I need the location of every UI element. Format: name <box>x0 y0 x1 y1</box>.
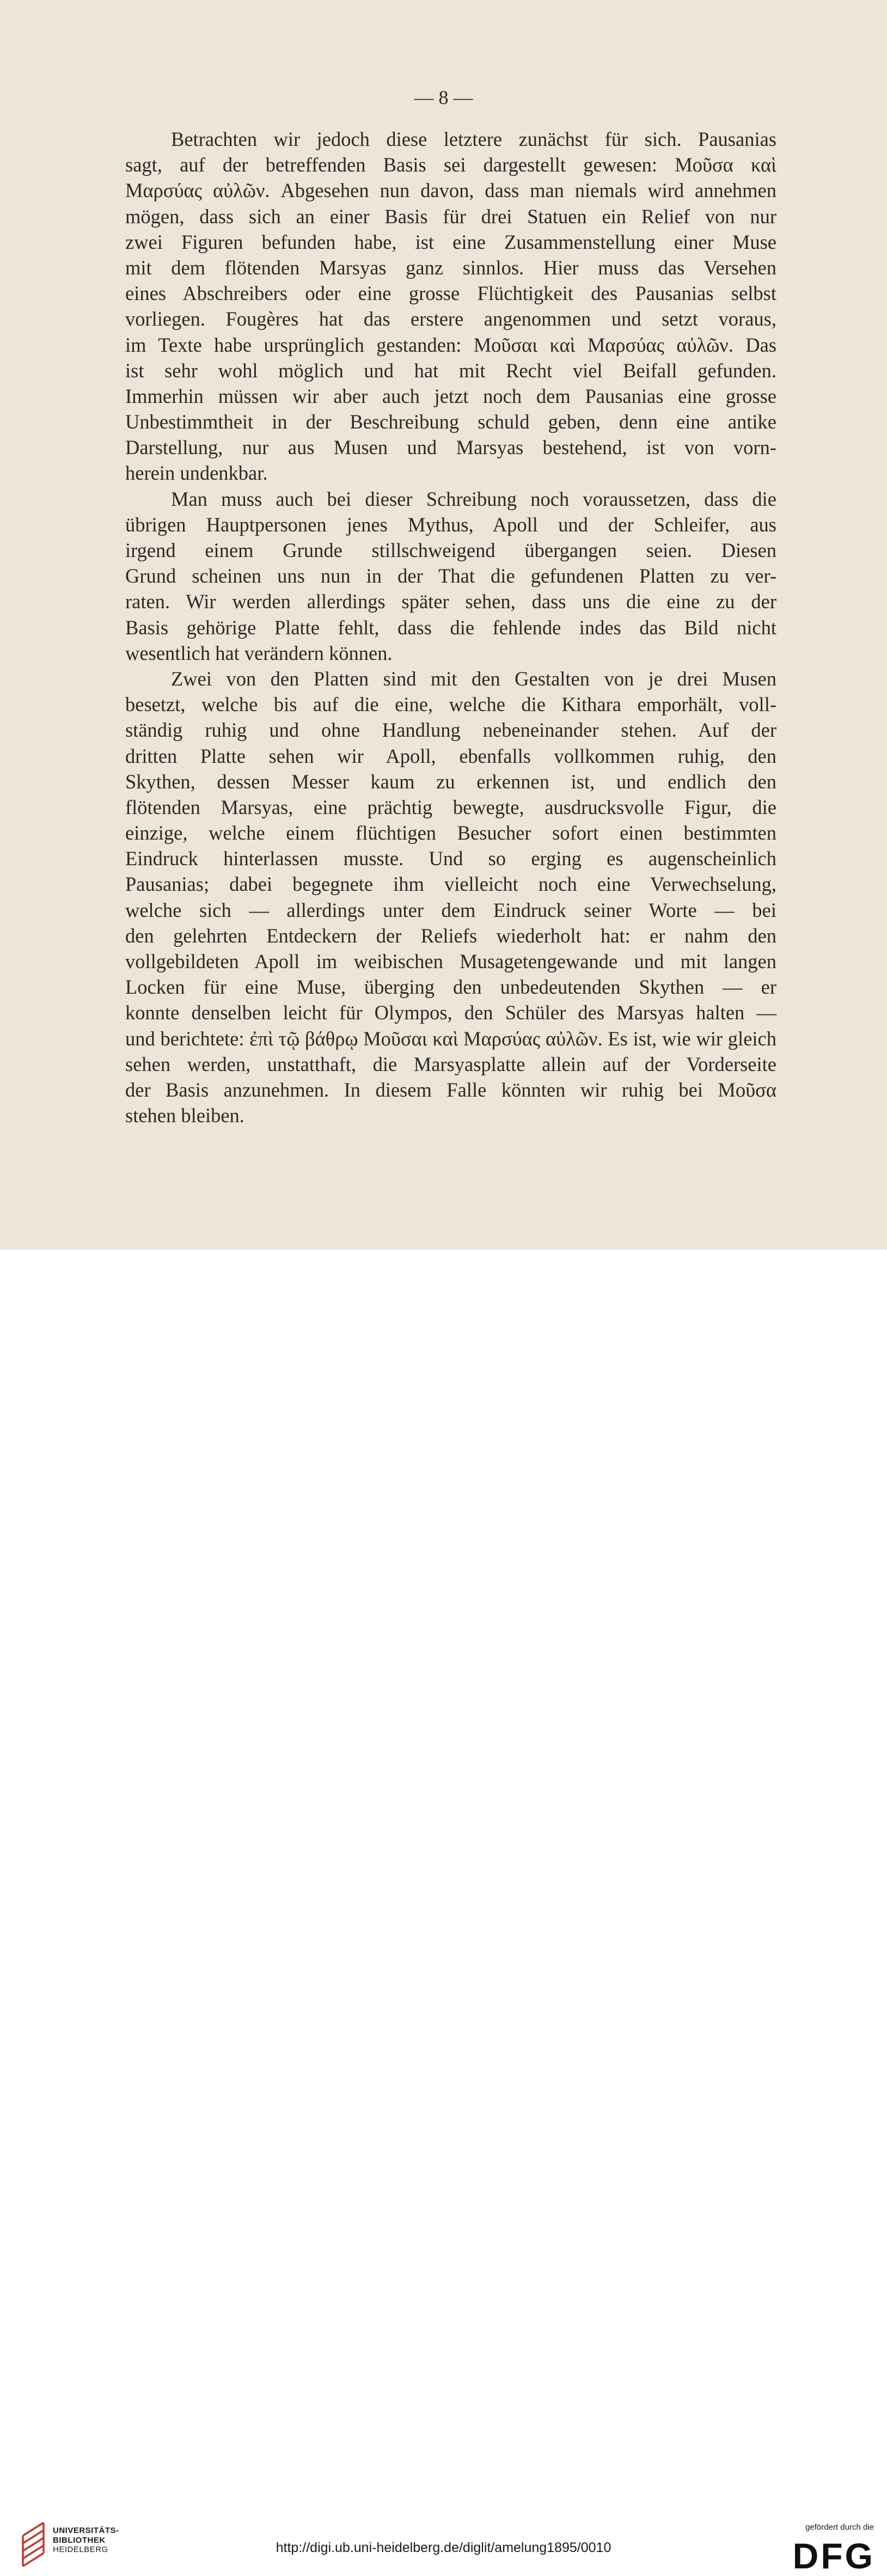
library-name-line-3: HEIDELBERG <box>53 2545 108 2554</box>
text-line: eines Abschreibers oder eine grosse Flüchtigkeit des Pausanias selbst <box>125 282 776 305</box>
text-line: im Texte habe ursprünglich gestanden: Μοῦσαι καὶ Μαρσύας αὐλῶν. Das <box>125 333 776 356</box>
text-line: Skythen, dessen Messer kaum zu erkennen ist, und endlich den <box>125 770 776 793</box>
library-name-line-1: UNIVERSITÄTS- <box>53 2526 119 2535</box>
text-line: mögen, dass sich an einer Basis für drei Statuen ein Relief von nur <box>125 205 776 228</box>
body-text <box>125 126 776 1128</box>
text-line: besetzt, welche bis auf die eine, welche die Kithara emporhält, voll- <box>125 693 776 716</box>
text-line: ständig ruhig und ohne Handlung nebeneinander stehen. Auf der <box>125 719 776 742</box>
text-line: herein undenkbar. <box>125 462 268 485</box>
funding-caption: gefördert durch die <box>805 2523 874 2532</box>
text-line: ist sehr wohl möglich und hat mit Recht viel Beifall gefunden. <box>125 359 776 382</box>
scanned-page <box>0 0 887 1250</box>
library-name-line-2: BIBLIOTHEK <box>53 2535 106 2545</box>
text-line: Betrachten wir jedoch diese letztere zunächst für sich. Pausanias <box>171 128 776 150</box>
dfg-logo: DFG <box>792 2536 875 2576</box>
text-line: vollgebildeten Apoll im weibischen Musagetengewande und mit langen <box>125 950 776 972</box>
text-line: irgend einem Grunde stillschweigend übergangen seien. Diesen <box>125 539 776 561</box>
text-line: stehen bleiben. <box>125 1104 244 1127</box>
text-line: zwei Figuren befunden habe, ist eine Zusammenstellung einer Muse <box>125 230 776 253</box>
text-line: Man muss auch bei dieser Schreibung noch voraussetzen, dass die <box>171 487 776 510</box>
text-line: wesentlich hat verändern können. <box>125 641 393 664</box>
text-line: Eindruck hinterlassen musste. Und so erging es augenscheinlich <box>125 847 776 870</box>
text-line: Grund scheinen uns nun in der That die gefundenen Platten zu ver- <box>125 565 776 588</box>
text-line: sehen werden, unstatthaft, die Marsyasplatte allein auf der Vorderseite <box>125 1053 776 1075</box>
text-line: Μαρσύας αὐλῶν. Abgesehen nun davon, dass man niemals wird annehmen <box>125 179 776 202</box>
text-line: Pausanias; dabei begegnete ihm vielleicht noch eine Verwechselung, <box>125 873 776 896</box>
text-line: dritten Platte sehen wir Apoll, ebenfalls vollkommen ruhig, den <box>125 744 776 767</box>
text-line: konnte denselben leicht für Olympos, den Schüler des Marsyas halten — <box>125 1001 776 1024</box>
text-line: Immerhin müssen wir aber auch jetzt noch dem Pausanias eine grosse <box>125 384 776 407</box>
text-line: Locken für eine Muse, überging den unbedeutenden Skythen — er <box>125 976 776 999</box>
text-line: Basis gehörige Platte fehlt, dass die fehlende indes das Bild nicht <box>125 616 776 639</box>
text-line: der Basis anzunehmen. In diesem Falle könnten wir ruhig bei Μοῦσα <box>125 1078 776 1101</box>
text-line: sagt, auf der betreffenden Basis sei dargestellt gewesen: Μοῦσα καὶ <box>125 154 776 176</box>
text-line: welche sich — allerdings unter dem Eindruck seiner Worte — bei <box>125 898 776 921</box>
text-line: Darstellung, nur aus Musen und Marsyas bestehend, ist von vorn- <box>125 436 776 459</box>
page-number: — 8 — <box>414 87 473 108</box>
text-line: übrigen Hauptpersonen jenes Mythus, Apoll und der Schleifer, aus <box>125 513 776 536</box>
footer-bar <box>0 1250 887 2576</box>
text-line: und berichtete: ἐπὶ τῷ βάθρῳ Μοῦσαι καὶ Μαρσύας αὐλῶν. Es ist, wie wir gleich <box>125 1027 776 1050</box>
permalink-url[interactable]: http://digi.ub.uni-heidelberg.de/diglit/amelung1895/0010 <box>276 2540 611 2555</box>
text-line: mit dem flötenden Marsyas ganz sinnlos. Hier muss das Versehen <box>125 256 776 279</box>
text-line: einzige, welche einem flüchtigen Besucher sofort einen bestimmten <box>125 822 776 845</box>
text-line: vorliegen. Fougères hat das erstere angenommen und setzt voraus, <box>125 308 776 331</box>
text-line: flötenden Marsyas, eine prächtig bewegte, ausdrucksvolle Figur, die <box>125 796 776 818</box>
text-line: raten. Wir werden allerdings später sehen, dass uns die eine zu der <box>125 590 776 613</box>
text-line: Zwei von den Platten sind mit den Gestalten von je drei Musen <box>171 667 776 690</box>
text-line: Unbestimmtheit in der Beschreibung schuld geben, denn eine antike <box>125 411 776 433</box>
text-line: den gelehrten Entdeckern der Reliefs wiederholt hat: er nahm den <box>125 924 776 947</box>
